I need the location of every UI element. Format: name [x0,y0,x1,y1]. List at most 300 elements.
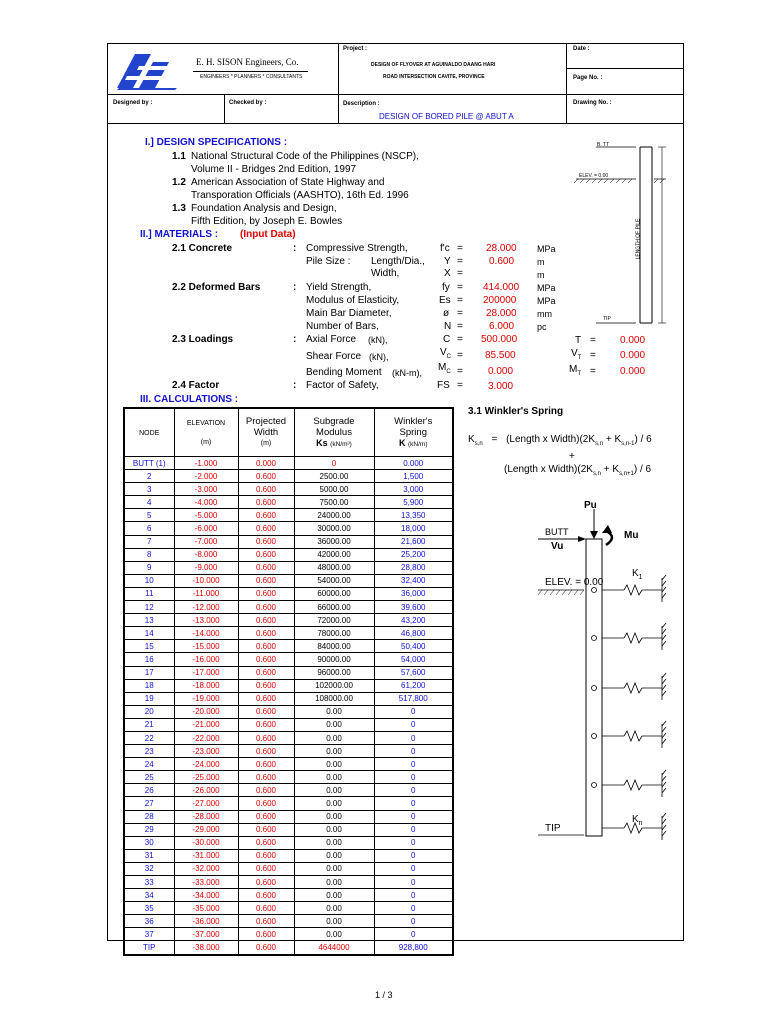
projected-width-cell[interactable]: 0.600 [238,561,294,574]
projected-width-cell[interactable]: 0.600 [238,509,294,522]
pu-label: Pu [584,500,597,511]
calculations-body [124,457,453,955]
col-ks-header [294,408,374,457]
winkler-spring-cell: 0 [374,797,453,810]
spring-2 [592,623,667,650]
projected-width-cell[interactable]: 0.600 [238,470,294,483]
table-row [124,731,453,744]
subgrade-modulus-cell: 0.00 [294,771,374,784]
length-dia-label: Length/Dia., [371,256,425,267]
table-row [124,915,453,928]
node-cell: 24 [124,758,174,771]
company-logo [113,48,179,90]
projected-width-cell[interactable]: 0.600 [238,771,294,784]
elevation-cell[interactable]: -3.000 [174,483,238,496]
elevation-cell[interactable]: -35.000 [174,902,238,915]
page-number: 1 / 3 [375,990,393,1000]
sketch-length-label: LENGTH OF PILE [635,218,642,260]
subgrade-modulus-cell: 66000.00 [294,601,374,614]
winkler-spring-cell: 0 [374,928,453,941]
table-row [124,601,453,614]
header-vline-3 [224,94,225,123]
winkler-spring-cell: 0 [374,771,453,784]
drawing-no-label: Drawing No. : [573,100,612,106]
elevation-cell[interactable]: -5.000 [174,509,238,522]
node-cell: 2 [124,470,174,483]
subgrade-modulus-cell: 42000.00 [294,548,374,561]
colon-3: : [293,334,297,345]
projected-width-cell[interactable]: 0.600 [238,587,294,600]
winkler-spring-cell: 46,800 [374,627,453,640]
table-row [124,836,453,849]
table-row [124,653,453,666]
node-cell: 14 [124,627,174,640]
elevation-cell[interactable]: -17.000 [174,666,238,679]
spec-2-num: 1.2 [172,177,186,188]
col-ks-unit: (kN/m³) [330,440,352,448]
table-row [124,522,453,535]
winkler-l1-c: ) / 6 [634,434,652,445]
projected-width-cell[interactable]: 0.600 [238,810,294,823]
projected-width-cell[interactable]: 0.600 [238,679,294,692]
table-row [124,483,453,496]
winkler-spring-cell: 18,000 [374,522,453,535]
elevation-cell[interactable]: -25.000 [174,771,238,784]
node-cell: 17 [124,666,174,679]
table-row [124,902,453,915]
subgrade-modulus-cell: 30000.00 [294,522,374,535]
colon-1: : [293,243,297,254]
kn-sub: n [638,820,643,827]
elevation-cell[interactable]: -20.000 [174,705,238,718]
projected-width-cell[interactable]: 0.600 [238,902,294,915]
n-label: Number of Bars, [306,321,379,332]
node-cell: 19 [124,692,174,705]
node-cell: 10 [124,574,174,587]
table-row [124,587,453,600]
col-pw-unit: (m) [260,440,272,447]
winkler-spring-cell: 0 [374,876,453,889]
elevation-cell[interactable]: -29.000 [174,823,238,836]
winkler-spring-cell: 57,600 [374,666,453,679]
t-value[interactable]: 0.000 [620,335,646,346]
node-cell: 35 [124,902,174,915]
vt-sym: $V_T$ [571,348,582,361]
col-ks-line3 [295,438,374,450]
vc-sym: $V_C$ [440,347,452,360]
winkler-spring-cell: 0 [374,915,453,928]
node-cell: 18 [124,679,174,692]
winkler-l2-c: ) / 6 [633,464,652,475]
elevation-cell[interactable]: -34.000 [174,889,238,902]
es-unit: MPa [537,296,556,306]
factor-label: 2.4 Factor [172,380,220,391]
winkler-spring-cell: 28,800 [374,561,453,574]
col-k-line2: Spring [399,426,427,438]
tip-label: TIP [545,823,561,834]
projected-width-cell[interactable]: 0.600 [238,535,294,548]
table-row [124,614,453,627]
projected-width-cell[interactable]: 0.600 [238,640,294,653]
elevation-cell[interactable]: -1.000 [174,457,238,470]
winkler-spring-cell: 0 [374,836,453,849]
eq-14: = [457,380,463,391]
elevation-cell[interactable]: -8.000 [174,548,238,561]
elevation-cell[interactable]: -16.000 [174,653,238,666]
elevation-cell[interactable]: -37.000 [174,928,238,941]
input-data-note: (Input Data) [240,229,296,240]
eq-4: = [457,282,463,293]
node-cell: 23 [124,745,174,758]
y-unit: m [537,257,545,267]
elevation-cell[interactable]: -21.000 [174,718,238,731]
table-row [124,771,453,784]
n-value[interactable]: 6.000 [489,321,515,332]
table-row [124,561,453,574]
eq-12: = [457,366,463,377]
node-cell: 25 [124,771,174,784]
elevation-cell[interactable]: -24.000 [174,758,238,771]
col-node-header [124,408,174,457]
elevation-cell[interactable]: -11.000 [174,587,238,600]
elevation-cell[interactable]: -9.000 [174,561,238,574]
winkler-l1-a: (Length x Width)(2K [506,434,596,445]
elevation-cell[interactable]: -27.000 [174,797,238,810]
table-row [124,823,453,836]
projected-width-cell[interactable]: 0.600 [238,614,294,627]
winkler-eq: = [491,434,498,445]
winkler-spring-cell: 54,000 [374,653,453,666]
c-value[interactable]: 500.000 [481,334,518,345]
table-row [124,758,453,771]
kn-sym: K [632,814,639,825]
subgrade-modulus-cell: 0.00 [294,705,374,718]
elevation-cell[interactable]: -30.000 [174,836,238,849]
table-row [124,928,453,941]
elevation-cell[interactable]: -32.000 [174,862,238,875]
table-row [124,745,453,758]
elevation-cell[interactable]: -4.000 [174,496,238,509]
subgrade-modulus-cell: 0.00 [294,797,374,810]
company-underline [193,71,308,72]
col-node-text: NODE [139,429,160,437]
node-cell: 9 [124,561,174,574]
mt-value[interactable]: 0.000 [620,366,646,377]
winkler-spring-cell: 1,500 [374,470,453,483]
winkler-spring-cell: 3,000 [374,483,453,496]
elevation-cell[interactable]: -15.000 [174,640,238,653]
subgrade-modulus-cell: 60000.00 [294,587,374,600]
n-unit: pc [537,322,547,332]
projected-width-cell[interactable]: 0.000 [238,457,294,470]
projected-width-cell[interactable]: 0.600 [238,823,294,836]
subgrade-modulus-cell: 2500.00 [294,470,374,483]
table-row [124,876,453,889]
winkler-l2-b: + K [603,464,620,475]
butt-label: BUTT [545,527,569,537]
table-row [124,718,453,731]
sketch-tip-label: TIP [603,316,611,322]
node-cell: 27 [124,797,174,810]
elevation-cell[interactable]: -13.000 [174,614,238,627]
winkler-spring-cell: 0 [374,902,453,915]
winkler-spring-cell: 928,800 [374,941,453,955]
node-cell: 13 [124,614,174,627]
node-cell: 33 [124,876,174,889]
dia-sym: ø [443,308,450,319]
winkler-l2-a: (Length x Width)(2K [504,464,593,475]
elevation-cell[interactable]: -36.000 [174,915,238,928]
width-label: Width, [371,268,400,279]
node-cell: 20 [124,705,174,718]
table-row [124,941,453,955]
projected-width-cell[interactable]: 0.600 [238,522,294,535]
table-row [124,627,453,640]
k1-sym: K [632,568,639,579]
node-cell: TIP [124,941,174,955]
winkler-spring-cell: 0 [374,718,453,731]
subgrade-modulus-cell: 0.00 [294,731,374,744]
node-cell: 36 [124,915,174,928]
projected-width-cell[interactable]: 0.600 [238,836,294,849]
dia-value[interactable]: 28.000 [486,308,517,319]
table-row [124,810,453,823]
col-k-header [374,408,453,457]
elevation-cell[interactable]: -12.000 [174,601,238,614]
projected-width-cell[interactable]: 0.600 [238,797,294,810]
header-vline-1 [338,43,339,123]
header-divider [107,94,684,95]
fs-value[interactable]: 3.000 [488,381,514,392]
eq-13: = [590,366,596,377]
projected-width-cell[interactable]: 0.600 [238,718,294,731]
winkler-spring-cell: 517,800 [374,692,453,705]
subgrade-modulus-cell: 108000.00 [294,692,374,705]
table-row [124,535,453,548]
elev-label: ELEV. = 0.00 [545,577,604,588]
subgrade-modulus-cell: 84000.00 [294,640,374,653]
subgrade-modulus-cell: 90000.00 [294,653,374,666]
projected-width-cell[interactable]: 0.600 [238,849,294,862]
es-value[interactable]: 200000 [483,295,517,306]
spring-5 [592,770,667,797]
elevation-cell[interactable]: -19.000 [174,692,238,705]
fc-label: Compressive Strength, [306,243,408,254]
subgrade-modulus-cell: 0.00 [294,902,374,915]
projected-width-cell[interactable]: 0.600 [238,745,294,758]
company-tagline: ENGINEERS * PLANNERS * CONSULTANTS [200,74,303,80]
table-row [124,797,453,810]
fy-unit: MPa [537,283,556,293]
k1-label [632,568,643,584]
spec-2-line2: Transporation Officials (AASHTO), 16th Ed. 1996 [191,190,409,201]
x-sym: X [444,268,451,279]
winkler-spring-cell: 43,200 [374,614,453,627]
node-cell: 31 [124,849,174,862]
subgrade-modulus-cell: 0.00 [294,862,374,875]
projected-width-cell[interactable]: 0.600 [238,653,294,666]
node-cell: 4 [124,496,174,509]
winkler-spring-cell: 32,400 [374,574,453,587]
projected-width-cell[interactable]: 0.600 [238,574,294,587]
design-specs-title: I.] DESIGN SPECIFICATIONS : [145,137,288,148]
company-name: E. H. SISON Engineers, Co. [196,57,299,67]
eq-7: = [457,321,463,332]
elevation-cell[interactable]: -28.000 [174,810,238,823]
table-row [124,574,453,587]
winkler-spring-cell: 0 [374,849,453,862]
sketch-elev-label: ELEV. = 0.00 [579,173,609,179]
elevation-cell[interactable]: -6.000 [174,522,238,535]
y-value[interactable]: 0.600 [489,256,515,267]
vt-value[interactable]: 0.000 [620,350,646,361]
table-row [124,692,453,705]
subgrade-modulus-cell: 5000.00 [294,483,374,496]
table-row [124,509,453,522]
x-unit: m [537,270,545,280]
node-cell: 30 [124,836,174,849]
col-k-unit: (kN/m) [408,440,428,448]
axial-label: Axial Force [306,334,357,345]
elevation-cell[interactable]: -31.000 [174,849,238,862]
node-cell: 3 [124,483,174,496]
table-row [124,705,453,718]
projected-width-cell[interactable]: 0.600 [238,692,294,705]
elevation-cell[interactable]: -14.000 [174,627,238,640]
winkler-k-sub: s,n [474,441,483,447]
winkler-spring-cell: 0 [374,810,453,823]
node-cell: 5 [124,509,174,522]
node-cell: 34 [124,889,174,902]
elevation-cell[interactable]: -7.000 [174,535,238,548]
projected-width-cell[interactable]: 0.600 [238,731,294,744]
projected-width-cell[interactable]: 0.600 [238,784,294,797]
elevation-cell[interactable]: -18.000 [174,679,238,692]
shear-unit: (kN), [369,352,389,362]
mt-sym: $M_T$ [569,364,582,377]
fy-value[interactable]: 414.000 [483,282,520,293]
node-cell: 8 [124,548,174,561]
c-sym: C [443,334,451,345]
k1-sub: 1 [638,574,643,581]
projected-width-cell[interactable]: 0.600 [238,889,294,902]
spring-3 [592,673,667,700]
subgrade-modulus-cell: 48000.00 [294,561,374,574]
subgrade-modulus-cell: 0.00 [294,836,374,849]
date-label: Date : [573,46,590,52]
node-cell: BUTT (1) [124,457,174,470]
projected-width-cell[interactable]: 0.600 [238,705,294,718]
subgrade-modulus-cell: 7500.00 [294,496,374,509]
n-sym: N [444,321,452,332]
table-row [124,470,453,483]
col-pw-header [238,408,294,457]
winkler-spring-cell: 0.000 [374,457,453,470]
projected-width-cell[interactable]: 0.600 [238,601,294,614]
subgrade-modulus-cell: 72000.00 [294,614,374,627]
table-row [124,496,453,509]
winkler-spring-cell: 36,000 [374,587,453,600]
axial-unit: (kN), [368,335,388,345]
projected-width-cell[interactable]: 0.600 [238,758,294,771]
springs [592,575,667,840]
subgrade-modulus-cell: 4644000 [294,941,374,955]
projected-width-cell[interactable]: 0.600 [238,928,294,941]
node-cell: 29 [124,823,174,836]
winkler-spring-cell: 25,200 [374,548,453,561]
subgrade-modulus-cell: 54000.00 [294,574,374,587]
projected-width-cell[interactable]: 0.600 [238,862,294,875]
elevation-cell[interactable]: -10.000 [174,574,238,587]
winkler-spring-cell: 0 [374,784,453,797]
subgrade-modulus-cell: 0.00 [294,718,374,731]
mc-sym: $M_C$ [438,362,451,375]
project-line1: DESIGN OF FLYOVER AT AGUINALDO DAANG HARI [371,62,496,68]
elevation-cell[interactable]: -22.000 [174,731,238,744]
projected-width-cell[interactable]: 0.600 [238,483,294,496]
elevation-cell[interactable]: -38.000 [174,941,238,955]
projected-width-cell[interactable]: 0.600 [238,876,294,889]
winkler-spring-cell: 0 [374,889,453,902]
winkler-l1-b: + K [605,434,622,445]
projected-width-cell[interactable]: 0.600 [238,915,294,928]
elevation-cell[interactable]: -2.000 [174,470,238,483]
fc-sym: f'c [440,243,450,254]
spec-1-num: 1.1 [172,151,186,162]
calculations-title: III. CALCULATIONS : [140,394,239,405]
node-cell: 7 [124,535,174,548]
elevation-cell[interactable]: -33.000 [174,876,238,889]
spec-1-line1: National Structural Code of the Philippines (NSCP), [191,151,419,162]
subgrade-modulus-cell: 0.00 [294,823,374,836]
colon-4: : [293,380,297,391]
header-bottom-divider [107,123,684,124]
kn-label [632,814,643,830]
node-cell: 21 [124,718,174,731]
fc-value[interactable]: 28.000 [486,243,517,254]
loadings-label: 2.3 Loadings [172,334,234,345]
elevation-cell[interactable]: -26.000 [174,784,238,797]
eq-11: = [590,350,596,361]
mc-value[interactable]: 0.000 [488,366,514,377]
calculations-table [123,407,454,956]
projected-width-cell[interactable]: 0.600 [238,666,294,679]
subgrade-modulus-cell: 0.00 [294,758,374,771]
vc-value[interactable]: 85.500 [485,350,516,361]
eq-3: = [457,268,463,279]
col-pw-line2: Width [253,427,279,438]
spec-1-line2: Volume II - Bridges 2nd Edition, 1997 [191,164,357,175]
dia-unit: mm [537,309,552,319]
node-cell: 26 [124,784,174,797]
node-cell: 37 [124,928,174,941]
designed-by-label: Designed by : [113,100,153,106]
projected-width-cell[interactable]: 0.600 [238,627,294,640]
mu-label: Mu [624,530,639,541]
bending-unit: (kN-m), [392,368,422,378]
projected-width-cell[interactable]: 0.600 [238,941,294,955]
node-cell: 28 [124,810,174,823]
fs-label: Factor of Safety, [306,380,379,391]
elevation-cell[interactable]: -23.000 [174,745,238,758]
project-label: Project : [343,46,368,52]
node-cell: 12 [124,601,174,614]
vu-label: Vu [551,541,564,552]
winkler-l2-sub1: s,n [592,471,601,477]
projected-width-cell[interactable]: 0.600 [238,496,294,509]
projected-width-cell[interactable]: 0.600 [238,548,294,561]
winkler-plus: + [569,451,575,462]
